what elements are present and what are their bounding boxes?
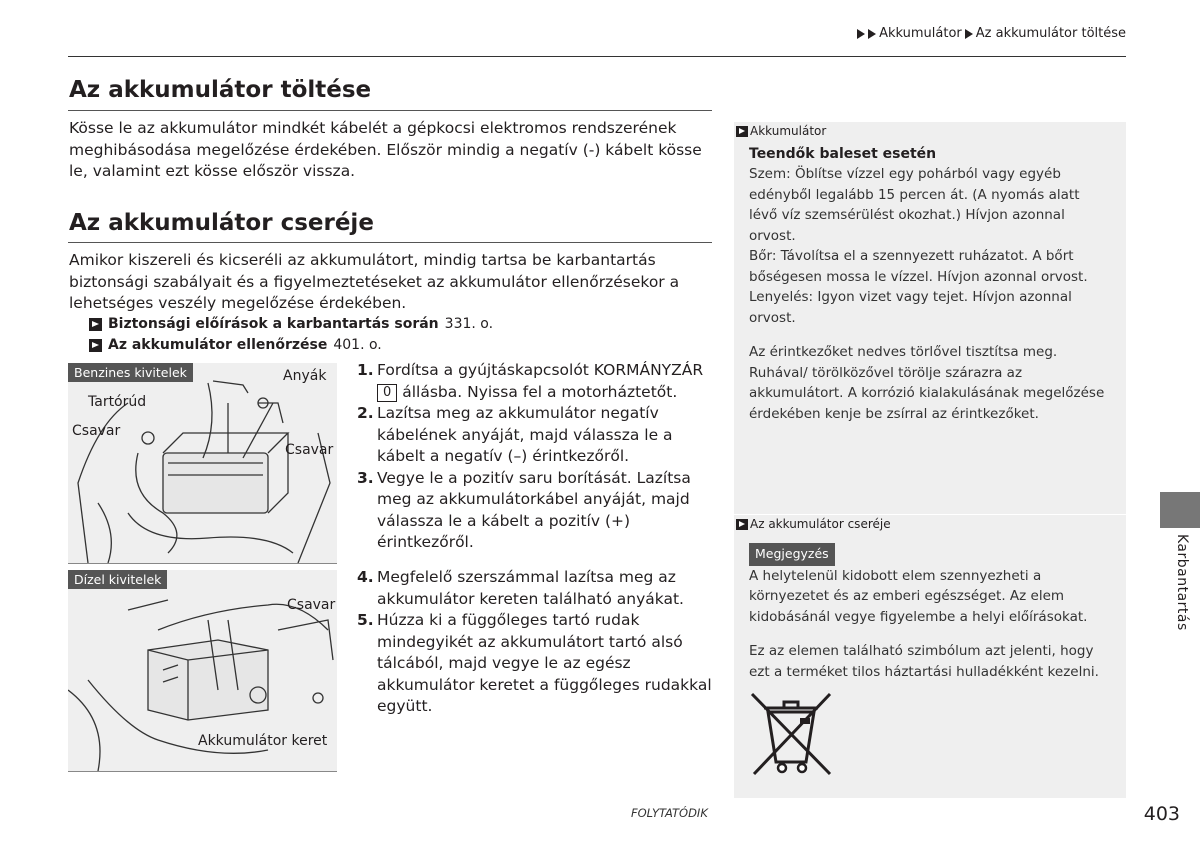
sidebar-heading (734, 514, 1126, 533)
header-divider (68, 56, 1126, 57)
step-number: 1. (357, 361, 374, 379)
list-item (357, 610, 717, 718)
reference-page: 331. o. (444, 316, 494, 332)
step-text: Megfelelő szerszámmal lazítsa meg az akkumulátor kereten található anyákat. (377, 568, 684, 608)
reference-link[interactable] (89, 316, 493, 332)
list-item (357, 360, 717, 403)
breadcrumb (857, 26, 1126, 41)
section-arrow-icon (736, 126, 748, 137)
sidebar-heading-label: Az akkumulátor cseréje (750, 517, 891, 531)
reference-label: Az akkumulátor ellenőrzése (108, 337, 328, 353)
callout-label: Csavar (287, 597, 336, 613)
sidebar-text: A helytelenül kidobott elem szennyezheti a környezetet és az emberi egészséget. Az elem kidobásánál vegye figyelembe a helyi előírásokat. (749, 567, 1088, 625)
step-number: 3. (357, 468, 374, 487)
section-text: Kösse le az akkumulátor mindkét kábelét a gépkocsi elektromos rendszerének meghibásodása megelőzése érdekében. Először mindig a negatív (-) kábelt kösse le, valamint ezt kösse először vissza. (69, 119, 702, 180)
sidebar-section (734, 514, 1126, 682)
sidebar-heading (734, 122, 1126, 140)
sidebar-heading-label: Akkumulátor (750, 124, 827, 138)
reference-arrow-icon (89, 339, 102, 352)
section-arrow-icon (736, 519, 748, 530)
figure-tag: Dízel kivitelek (68, 570, 167, 589)
reference-label: Biztonsági előírások a karbantartás során (108, 316, 439, 332)
battery-illustration (68, 363, 337, 563)
section-title: Az akkumulátor cseréje (69, 210, 374, 236)
chapter-tab-label[interactable]: Karbantartás (1174, 534, 1190, 631)
sidebar-text: Szem: Öblítse vízzel egy pohárból vagy egyéb edényből legalább 15 percen át. (A nyomás alatt lévő víz szemsérülést okozhat.) Hívjon azonnal orvost. (749, 166, 1080, 244)
step-text: Vegye le a pozitív saru borítását. Lazítsa meg az akkumulátorkábel anyáját, majd válassza le a kábelt a pozitív (+) érintkezőről. (377, 468, 691, 551)
callout-label: Csavar (285, 442, 334, 458)
ignition-position-key: 0 (377, 384, 397, 402)
breadcrumb-item[interactable]: Akkumulátor (879, 26, 962, 41)
crossed-bin-icon (748, 690, 836, 782)
reference-link[interactable] (89, 337, 382, 353)
reference-arrow-icon (89, 318, 102, 331)
arrow-icon (857, 29, 865, 39)
step-number: 5. (357, 611, 374, 629)
list-item (357, 403, 717, 468)
chapter-tab-marker (1160, 492, 1200, 528)
steps-list (357, 567, 717, 718)
continue-label: FOLYTATÓDIK (631, 806, 708, 820)
section-title: Az akkumulátor töltése (69, 77, 372, 103)
step-text: Fordítsa a gyújtáskapcsolót KORMÁNYZÁR (377, 361, 704, 379)
sidebar-text: Az érintkezőket nedves törlővel tisztítsa meg. Ruhával/ törölközővel törölje szárazra az akkumulátort. A korrózió kialakulásának megelőzése érdekében kenje be zsírral az érintkezőket. (749, 344, 1105, 422)
steps-list (357, 360, 717, 554)
sidebar-text: Lenyelés: Igyon vizet vagy tejet. Hívjon azonnal orvost. (749, 289, 1072, 326)
sidebar-text: Ez az elemen található szimbólum azt jelenti, hogy ezt a terméket tilos háztartási hulladékként kezelni. (749, 643, 1099, 680)
callout-label: Tartórúd (88, 394, 147, 410)
figure-tag: Benzines kivitelek (68, 363, 193, 382)
section-text: Amikor kiszereli és kicseréli az akkumulátort, mindig tartsa be karbantartás biztonsági szabályait és a figyelmeztetéseket az akkumulátor ellenőrzésekor a lehetséges veszély megelőzése érdekében. (69, 251, 680, 312)
battery-figure-petrol (68, 363, 337, 564)
note-badge: Megjegyzés (749, 543, 835, 566)
sidebar-text: Bőr: Távolítsa el a szennyezett ruházatot. A bőrt bőségesen mossa le vízzel. Hívjon azonnal orvost. (749, 248, 1088, 285)
list-item (357, 567, 717, 610)
sidebar-subtitle: Teendők baleset esetén (749, 146, 937, 162)
arrow-icon (868, 29, 876, 39)
step-text: Húzza ki a függőleges tartó rudak mindegyikét az akkumulátort tartó alsó tálcából, majd vegye le az egész akkumulátor keretet a függőleges rudakkal együtt. (377, 611, 712, 715)
callout-label: Csavar (72, 423, 121, 439)
title-divider (68, 242, 712, 243)
callout-label: Anyák (283, 368, 327, 384)
sidebar-section (734, 122, 1126, 424)
step-text: Lazítsa meg az akkumulátor negatív kábelének anyáját, majd válassza le a kábelt a negatív (–) érintkezőről. (377, 404, 673, 465)
list-item (357, 468, 717, 554)
breadcrumb-item[interactable]: Az akkumulátor töltése (975, 26, 1126, 41)
page-number: 403 (1143, 803, 1180, 825)
battery-figure-diesel (68, 570, 337, 772)
arrow-icon (965, 29, 973, 39)
reference-page: 401. o. (333, 337, 382, 353)
title-divider (68, 110, 712, 111)
step-number: 2. (357, 404, 374, 422)
callout-label: Akkumulátor keret (198, 733, 328, 749)
step-number: 4. (357, 568, 374, 586)
step-text: állásba. Nyissa fel a motorháztetőt. (402, 382, 678, 401)
